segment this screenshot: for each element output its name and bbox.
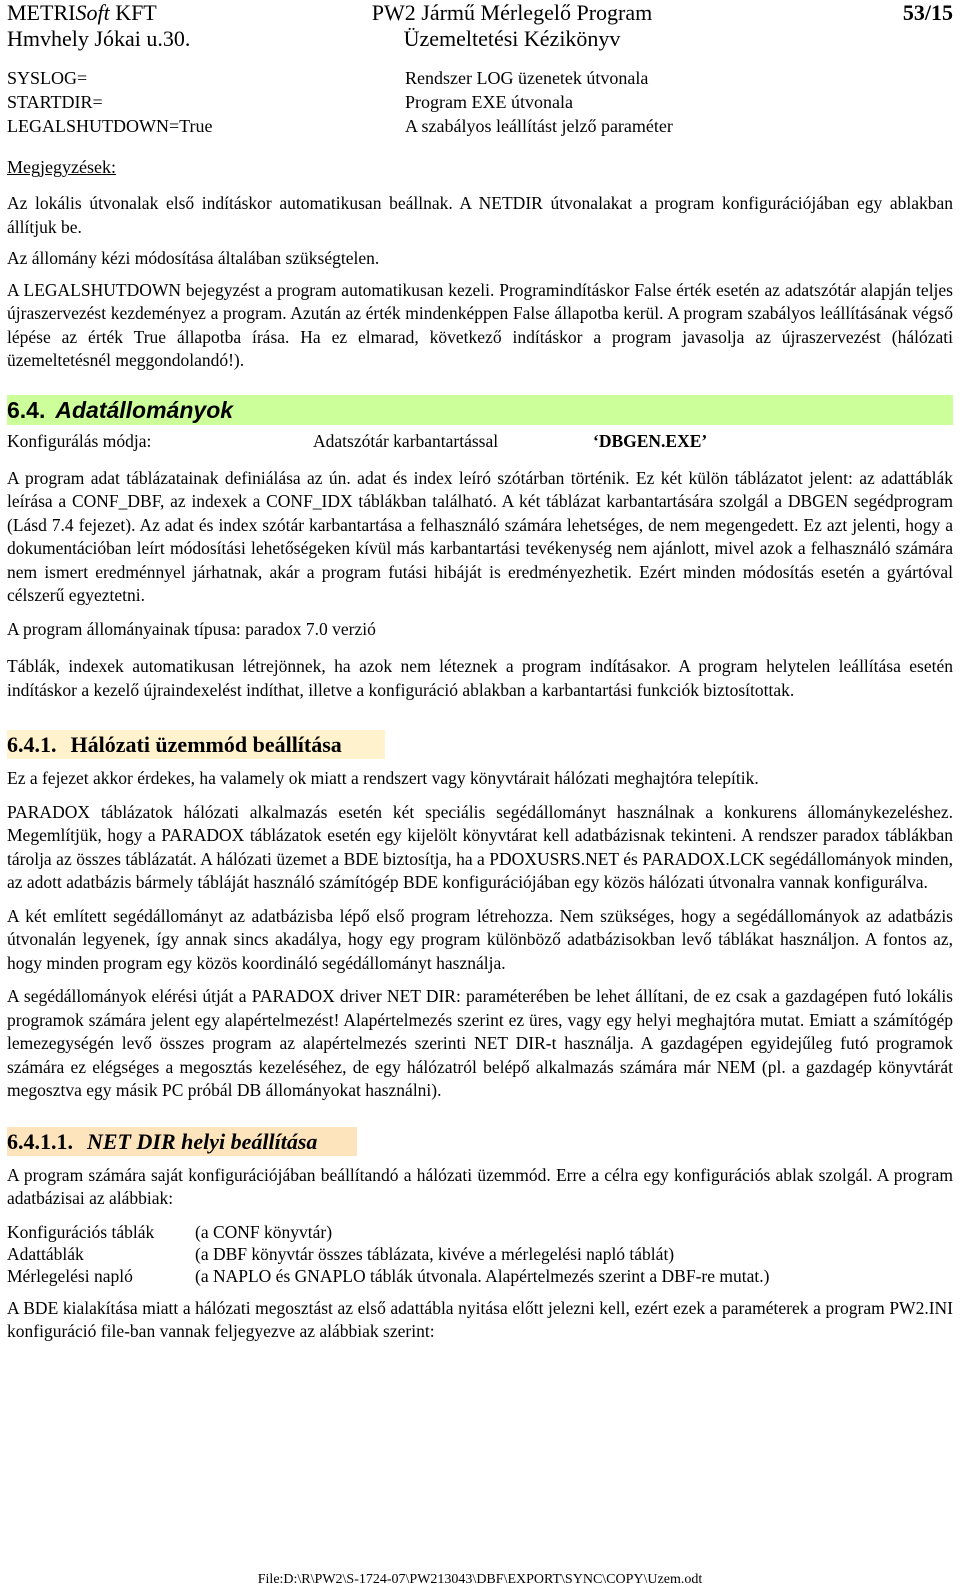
table-cell-name: Adattáblák	[7, 1243, 84, 1264]
section-number: 6.4.	[7, 396, 46, 423]
table-row	[7, 1265, 953, 1287]
manual-name: Üzemeltetési Kézikönyv	[403, 26, 621, 51]
section-heading-6-4-1-1	[7, 1127, 357, 1156]
param-key: STARTDIR=	[7, 92, 103, 112]
param-key: SYSLOG=	[7, 68, 88, 88]
table-cell-desc: (a CONF könyvtár)	[195, 1221, 333, 1242]
notes-paragraph: Az lokális útvonalak első indításkor automatikusan beállnak. A NETDIR útvonalakat a program konfigurációjában egy ablakban állítjuk be.	[7, 193, 953, 237]
notes-paragraph: A LEGALSHUTDOWN bejegyzést a program automatikusan kezeli. Programindításkor False érték esetén az adatszótár alapján teljes újraszervezést kezdeményez a program. Azután az érték mindenképpen False állapotba kerül. A program szabályos leállításának végső lépése az érték True állapotba írása. Ha ez elmarad, következő indításkor a program javasolja az újraszervezést (hálózati üzemeltetésnél meggondolandó!).	[7, 279, 953, 370]
table-cell-name: Konfigurációs táblák	[7, 1221, 155, 1242]
section-heading-6-4	[7, 395, 953, 425]
table-cell-name: Mérlegelési napló	[7, 1265, 133, 1286]
table-row	[7, 1221, 953, 1243]
program-name: PW2 Jármű Mérlegelő Program	[371, 0, 653, 25]
section-heading-6-4-1	[7, 730, 385, 759]
page-number: 53/15	[902, 0, 953, 25]
paragraph: Ez a fejezet akkor érdekes, ha valamely ok miatt a rendszert vagy könyvtárait hálózati meghajtóra telepítik.	[7, 768, 759, 788]
param-list	[7, 66, 953, 138]
paragraph: PARADOX táblázatok hálózati alkalmazás esetén két speciális segédállományt használnak a konkurens állománykezeléshez. Megemlítjük, hogy a PARADOX táblázatok esetén egy kijelölt könyvtárat kell adatbázisnak tekinteni. A rendszer paradox táblákban tárolja az összes táblázatát. A hálózati üzemet a BDE biztosítja, ha a PDOXUSRS.NET és PARADOX.LCK segédállományok minden, az adott adatbázis bármely tábláját használó számítógép BDE konfigurációjában egy közös hálózati útvonalra vannak konfigurálva.	[7, 801, 953, 892]
paragraph: A program adat táblázatainak definiálása az ún. adat és index leíró szótárban történik. Ez két külön táblázatot jelent: az adattáblák leírása a CONF_DBF, az indexek a CONF_IDX táblákban található. A két táblázat karbantartására szolgál a DBGEN segédprogram (Lásd 7.4 fejezet). Az adat és index szótár karbantartása a felhasználó számára lehetséges, de nem megengedett. Ez azt jelenti, hogy a dokumentációban leírt módosítási lehetőségeken kívül más karbantartási tevékenység nem ajánlott, mivel azok a felhasználó számára nem ismert eredménnyel járhatnak, akár a program futási hibáját is eredményezhetik. Ezért minden módosítás esetén a gyártóval célszerű egyeztetni.	[7, 467, 953, 605]
config-exe: ‘DBGEN.EXE’	[593, 430, 708, 451]
header-company	[7, 0, 190, 52]
config-row	[7, 431, 953, 457]
paragraph: A segédállományok elérési útját a PARADOX driver NET DIR: paraméterében be lehet állítani, de ez csak a gazdagépen futó lokális programok számára jelent egy alapértelmezést! Alapértelmezés szerint ez üres, vagy egy helyi meghajtóra mutat. Emiatt a számítógép lemezegységén levő összes program az alapértelmezés szerinti NET DIR-t használja. A gazdagépen egyidejűleg futó programok számára ez elégséges a megosztás kezeléséhez, de egy hálózatról belépő alkalmazás számára már NEM (pl. a gazdagép könyvtárát megosztva egy másik PC próbál DB állományokat használni).	[7, 986, 953, 1100]
param-desc: Rendszer LOG üzenetek útvonala	[405, 68, 649, 88]
section-title: Hálózati üzemmód beállítása	[70, 732, 342, 757]
table-cell-desc: (a DBF könyvtár összes táblázata, kivéve a mérlegelési napló táblát)	[195, 1243, 675, 1264]
config-value: Adatszótár karbantartással	[313, 430, 499, 451]
paragraph: Táblák, indexek automatikusan létrejönnek, ha azok nem léteznek a program indításakor. A program helytelen leállítása esetén indításkor a kezelő újraindexelést indíthat, illetve a konfiguráció ablakban a karbantartási funkciók biztosítottak.	[7, 656, 953, 700]
paragraph: A program számára saját konfigurációjában beállítandó a hálózati üzemmód. Erre a célra egy konfigurációs ablak szolgál. A program adatbázisai az alábbiak:	[7, 1164, 953, 1208]
notes-paragraph: Az állomány kézi módosítása általában szükségtelen.	[7, 248, 380, 268]
table-cell-desc: (a NAPLO és GNAPLO táblák útvonala. Alapértelmezés szerint a DBF-re mutat.)	[195, 1265, 770, 1286]
section-title: Adatállományok	[55, 396, 234, 423]
database-table	[7, 1221, 953, 1287]
table-row	[7, 1243, 953, 1265]
company-name: METRI	[7, 0, 76, 25]
param-desc: A szabályos leállítást jelző paraméter	[405, 116, 673, 136]
company-address: Hmvhely Jókai u.30.	[7, 26, 191, 51]
paragraph: A két említett segédállományt az adatbázisba lépő első program létrehozza. Nem szükséges, hogy a segédállományok az adatbázis útvonalán legyenek, így annak sincs akadálya, hogy egy program különböző adatbázisokban levő táblákat használjon. A fontos az, hogy minden program egy közös koordináló segédállományt használja.	[7, 905, 953, 973]
section-number: 6.4.1.	[7, 732, 57, 757]
document-page	[7, 0, 953, 1344]
param-key: LEGALSHUTDOWN=True	[7, 116, 213, 136]
header-title	[347, 0, 677, 52]
company-name-italic: Soft	[75, 0, 110, 25]
param-desc: Program EXE útvonala	[405, 92, 573, 112]
config-label: Konfigurálás módja:	[7, 430, 152, 451]
page-footer: File:D:\R\PW2\S-1724-07\PW213043\DBF\EXPORT\SYNC\COPY\Uzem.odt	[257, 1572, 703, 1587]
paragraph: A program állományainak típusa: paradox 7.0 verzió	[7, 618, 376, 639]
page-header	[7, 0, 953, 52]
paragraph: A BDE kialakítása miatt a hálózati megosztást az első adattábla nyitása előtt jelezni kell, ezért ezek a paraméterek a program PW2.INI konfiguráció file-ban vannak feljegyezve az alábbiak szerint:	[7, 1297, 953, 1341]
company-suffix: KFT	[109, 0, 157, 25]
section-number: 6.4.1.1.	[7, 1128, 73, 1154]
notes-label: Megjegyzések:	[7, 157, 116, 177]
section-title: NET DIR helyi beállítása	[87, 1128, 318, 1154]
